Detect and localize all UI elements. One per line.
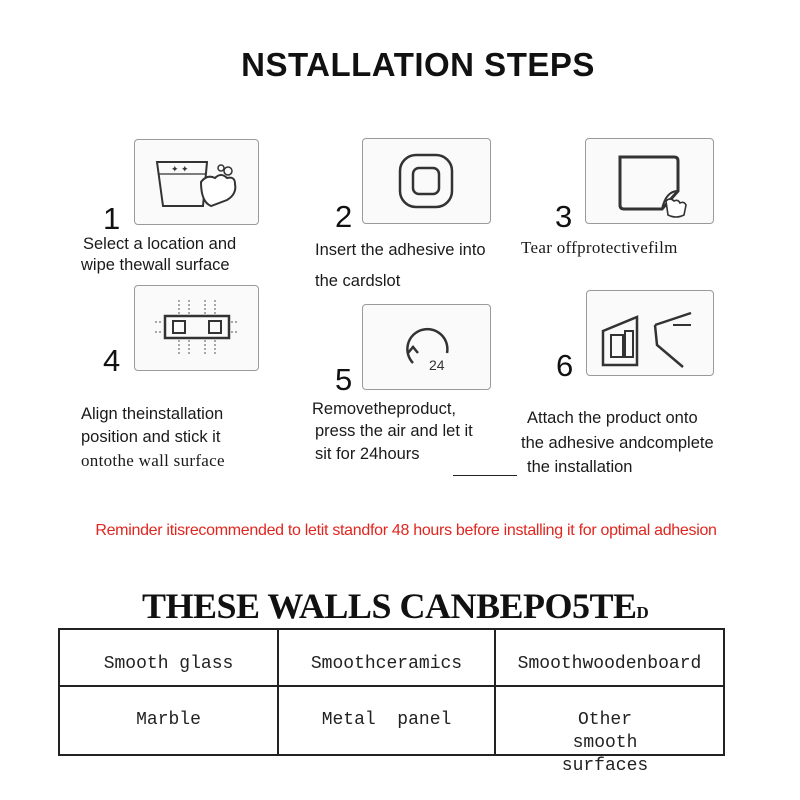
step-1-icon-box — [134, 139, 259, 225]
step-5-caption-line-1: Removetheproduct, — [312, 400, 456, 418]
timer-label: 24 — [429, 357, 445, 373]
step-4-caption-line-3: ontothe wall surface — [81, 451, 225, 470]
table-cell: Metal panel — [321, 710, 452, 730]
step-6-caption-line-1: Attach the product onto — [527, 409, 698, 427]
step-2-caption-line-2: the cardslot — [315, 272, 401, 290]
step-1-caption-line-2: wipe thewall surface — [81, 256, 230, 274]
blank-underline — [453, 475, 517, 476]
step-1-number: 1 — [103, 201, 121, 236]
table-divider — [60, 685, 723, 687]
table-cell: Smoothceramics — [310, 654, 463, 674]
step-1-caption-line-1: Select a location and — [83, 235, 237, 253]
hand-wiping-icon — [135, 140, 258, 224]
walls-title — [142, 585, 648, 627]
step-4-number: 4 — [103, 343, 121, 378]
walls-title-main: THESE WALLS CANBEPO5TE — [142, 586, 637, 626]
step-4-caption-line-2: position and stick it — [81, 428, 221, 446]
svg-text:✦ ✦: ✦ ✦ — [171, 164, 189, 174]
peel-film-icon — [586, 139, 713, 223]
step-6-caption-line-2: the adhesive andcomplete — [521, 434, 714, 452]
table-divider — [494, 630, 496, 754]
step-3-number: 3 — [555, 199, 573, 234]
step-3-icon-box — [585, 138, 714, 224]
step-2-caption-line-1: Insert the adhesive into — [315, 241, 486, 259]
step-6-number: 6 — [556, 348, 574, 383]
step-5-caption-line-2: press the air and let it — [315, 422, 473, 440]
step-2-icon-box — [362, 138, 491, 224]
step-6-icon-box — [586, 290, 714, 376]
table-cell: Marble — [136, 710, 201, 730]
table-cell: Smooth glass — [103, 654, 234, 674]
step-3-caption-line-1: Tear offprotectivefilm — [521, 238, 678, 257]
table-cell: Other smooth surfaces — [561, 710, 649, 776]
walls-title-suffix: D — [636, 603, 649, 622]
attach-product-icon — [587, 291, 713, 375]
card-slot-icon — [363, 139, 490, 223]
table-cell: Smoothwoodenboard — [517, 654, 702, 674]
step-5-number: 5 — [335, 362, 353, 397]
table-divider — [277, 630, 279, 754]
step-5-icon-box — [362, 304, 491, 390]
timer-24-icon — [363, 305, 490, 389]
step-4-caption-line-1: Align theinstallation — [81, 405, 224, 423]
step-6-caption-line-3: the installation — [527, 458, 633, 476]
step-5-caption-line-3: sit for 24hours — [315, 445, 420, 463]
reminder-text: Reminder itisrecommended to letit standfor 48 hours before installing it for optimal adhesion — [95, 522, 717, 539]
align-press-icon — [135, 286, 258, 370]
page-title: NSTALLATION STEPS — [241, 46, 595, 83]
step-2-number: 2 — [335, 199, 353, 234]
step-4-icon-box — [134, 285, 259, 371]
walls-table — [58, 628, 725, 776]
